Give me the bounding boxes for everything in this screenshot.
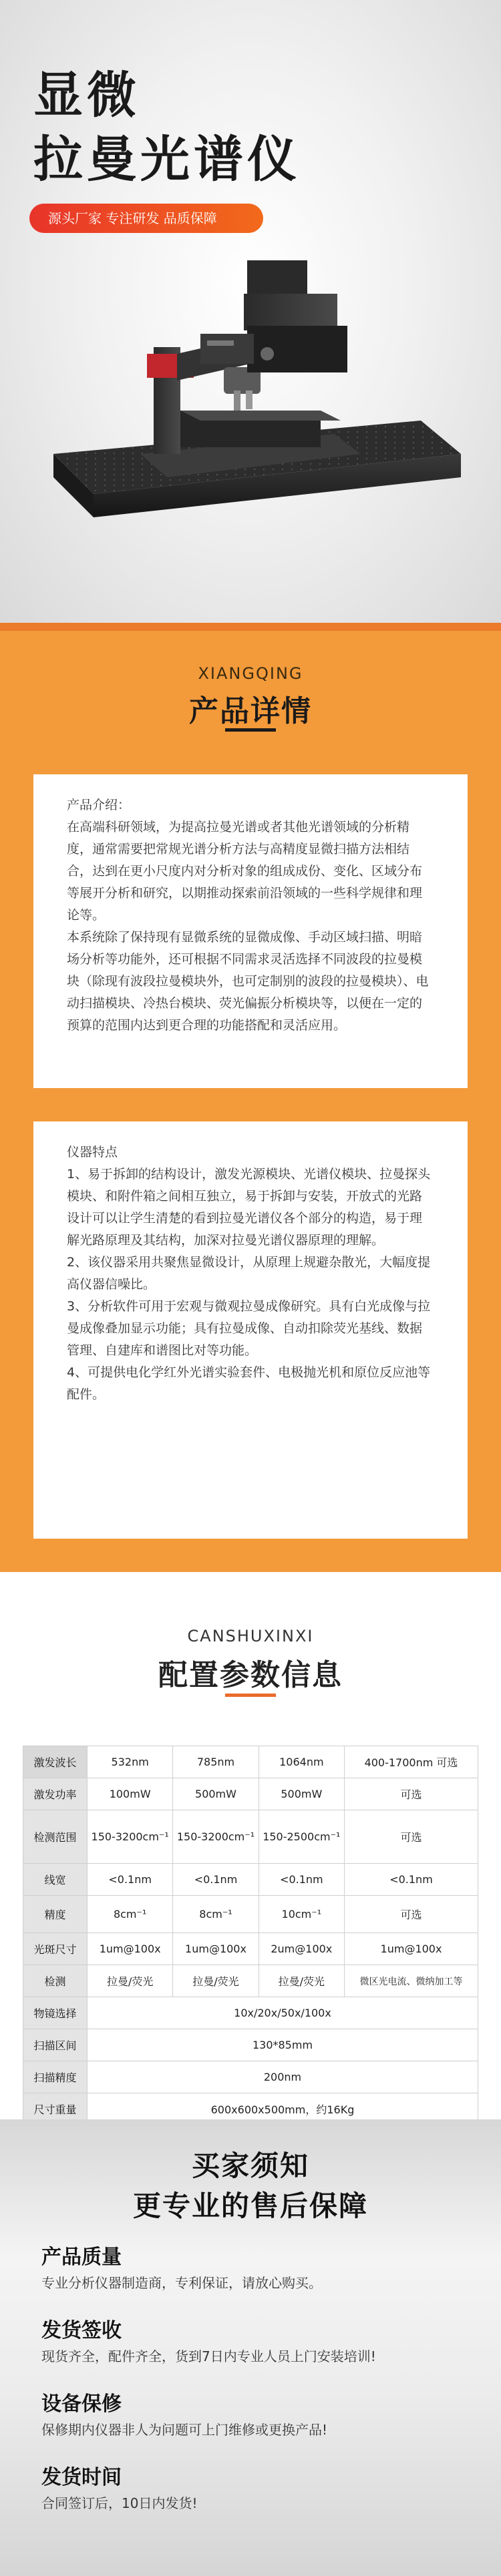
after-item-title: 发货时间	[41, 2466, 122, 2489]
table-cell: 可选	[345, 1896, 478, 1933]
table-cell: 1um@100x	[345, 1933, 478, 1965]
row-label: 激发波长	[23, 1746, 88, 1778]
table-cell: <0.1nm	[88, 1864, 173, 1896]
parameters-section	[0, 1572, 501, 2119]
after-item-title: 产品质量	[41, 2246, 122, 2269]
table-cell: 可选	[345, 1778, 478, 1810]
table-cell: 可选	[345, 1810, 478, 1864]
params-heading-cn: 配置参数信息	[158, 1658, 343, 1692]
table-cell: 8cm⁻¹	[173, 1896, 259, 1933]
row-label: 线宽	[23, 1864, 88, 1896]
feature-item: 3、分析软件可用于宏观与微观拉曼成像研究。具有白光成像与拉曼成像叠加显示功能；具有拉曼成像、自动扣除荧光基线、数据管理、自建库和谱图比对等功能。	[67, 1299, 431, 1358]
table-row	[23, 1933, 478, 1965]
table-cell: 100mW	[88, 1778, 173, 1810]
table-row	[23, 1864, 478, 1896]
row-label: 检测范围	[23, 1810, 88, 1864]
row-label: 扫描精度	[23, 2061, 88, 2093]
table-cell: 150-3200cm⁻¹	[88, 1810, 173, 1864]
table-cell: 1064nm	[259, 1746, 344, 1778]
table-row	[23, 2061, 478, 2093]
hero-tagline: 源头厂家 专注研发 品质保障	[29, 204, 263, 233]
row-label: 尺寸重量	[23, 2093, 88, 2125]
table-cell: <0.1nm	[345, 1864, 478, 1896]
after-item-title: 发货签收	[41, 2319, 122, 2342]
table-row	[23, 1997, 478, 2029]
params-heading-en: CANSHUXINXI	[187, 1627, 314, 1645]
table-cell: 500mW	[259, 1778, 344, 1810]
after-item-shipping	[41, 2463, 469, 2514]
intro-paragraph: 在高端科研领域，为提高拉曼光谱或者其他光谱领域的分析精度，通常需要把常规光谱分析方法与高精度显微扫描方法相结合，达到在更小尺度内对分析对象的组成成份、变化、区域分布等展开分析和研究，以期推动探索前沿领域的一些科学规律和理论等。	[67, 820, 423, 923]
table-cell: 10x/20x/50x/100x	[88, 1997, 478, 2029]
hero-section	[0, 0, 501, 631]
raman-microscope-image	[47, 254, 461, 567]
table-cell: 拉曼/荧光	[259, 1965, 344, 1997]
hero-title	[33, 63, 301, 192]
table-cell: 500mW	[173, 1778, 259, 1810]
features-heading: 仪器特点	[67, 1145, 118, 1160]
row-label: 扫描区间	[23, 2029, 88, 2061]
row-label: 精度	[23, 1896, 88, 1933]
after-item-quality	[41, 2243, 469, 2294]
table-cell: <0.1nm	[173, 1864, 259, 1896]
details-heading-en: XIANGQING	[198, 664, 303, 683]
table-row	[23, 1778, 478, 1810]
after-sales-section	[0, 2119, 501, 2576]
table-row	[23, 2029, 478, 2061]
after-item-text: 专业分析仪器制造商，专利保证，请放心购买。	[41, 2275, 322, 2291]
params-heading-underline	[225, 1694, 276, 1697]
intro-heading: 产品介绍：	[67, 798, 131, 812]
table-cell: 10cm⁻¹	[259, 1896, 344, 1933]
table-cell: <0.1nm	[259, 1864, 344, 1896]
product-intro-card	[33, 774, 468, 1088]
table-cell: 130*85mm	[88, 2029, 478, 2061]
table-cell: 150-3200cm⁻¹	[173, 1810, 259, 1864]
table-cell: 532nm	[88, 1746, 173, 1778]
table-cell: 785nm	[173, 1746, 259, 1778]
row-label: 激发功率	[23, 1778, 88, 1810]
row-label: 物镜选择	[23, 1997, 88, 2029]
table-cell: 1um@100x	[173, 1933, 259, 1965]
after-item-text: 保修期内仪器非人为问题可上门维修或更换产品!	[41, 2422, 328, 2438]
after-title-line2: 更专业的售后保障	[132, 2189, 368, 2222]
after-item-text: 现货齐全，配件齐全，货到7日内专业人员上门安装培训!	[41, 2348, 376, 2364]
details-heading-underline	[225, 728, 276, 732]
feature-item: 4、可提供电化学红外光谱实验套件、电极抛光机和原位反应池等配件。	[67, 1365, 431, 1402]
hero-title-line2: 拉曼光谱仪	[33, 131, 301, 188]
table-cell: 400-1700nm 可选	[345, 1746, 478, 1778]
row-label: 检测	[23, 1965, 88, 1997]
table-cell: 600x600x500mm，约16Kg	[88, 2093, 478, 2125]
feature-item: 2、该仪器采用共聚焦显微设计，从原理上规避杂散光，大幅度提高仪器信噪比。	[67, 1255, 431, 1292]
product-details-section	[0, 631, 501, 1572]
feature-item: 1、易于拆卸的结构设计，激发光源模块、光谱仪模块、拉曼探头模块、和附件箱之间相互独立，易于拆卸与安装，开放式的光路设计可以让学生清楚的看到拉曼光谱仪各个部分的构造，易于理解光路原理及其结构，加深对拉曼光谱仪器原理的理解。	[67, 1167, 431, 1248]
table-cell: 微区光电流、微纳加工等	[345, 1965, 478, 1997]
after-title-line1: 买家须知	[191, 2149, 309, 2182]
table-cell: 8cm⁻¹	[88, 1896, 173, 1933]
parameters-table	[23, 1746, 478, 2125]
after-item-delivery	[41, 2316, 469, 2367]
details-heading-cn: 产品详情	[189, 694, 312, 728]
table-cell: 拉曼/荧光	[88, 1965, 173, 1997]
intro-paragraph: 本系统除了保持现有显微系统的显微成像、手动区域扫描、明暗场分析等功能外，还可根据不同需求灵活选择不同波段的拉曼模块（除现有波段拉曼模块外，也可定制别的波段的拉曼模块）、电动扫描模块、冷热台模块、荧光偏振分析模块等，以便在一定的预算的范围内达到更合理的功能搭配和灵活应用。	[67, 930, 429, 1033]
table-row	[23, 1810, 478, 1864]
after-item-warranty	[41, 2390, 469, 2440]
hero-title-line1: 显微	[33, 67, 140, 124]
table-row	[23, 1965, 478, 1997]
row-label: 光斑尺寸	[23, 1933, 88, 1965]
table-cell: 200nm	[88, 2061, 478, 2093]
after-item-title: 设备保修	[41, 2392, 122, 2416]
hero-accent-bar	[0, 623, 501, 631]
table-cell: 拉曼/荧光	[173, 1965, 259, 1997]
table-cell: 1um@100x	[88, 1933, 173, 1965]
table-cell: 2um@100x	[259, 1933, 344, 1965]
table-cell: 150-2500cm⁻¹	[259, 1810, 344, 1864]
table-row	[23, 1896, 478, 1933]
features-card	[33, 1121, 468, 1539]
after-item-text: 合同签订后，10日内发货!	[41, 2495, 198, 2511]
table-row	[23, 1746, 478, 1778]
